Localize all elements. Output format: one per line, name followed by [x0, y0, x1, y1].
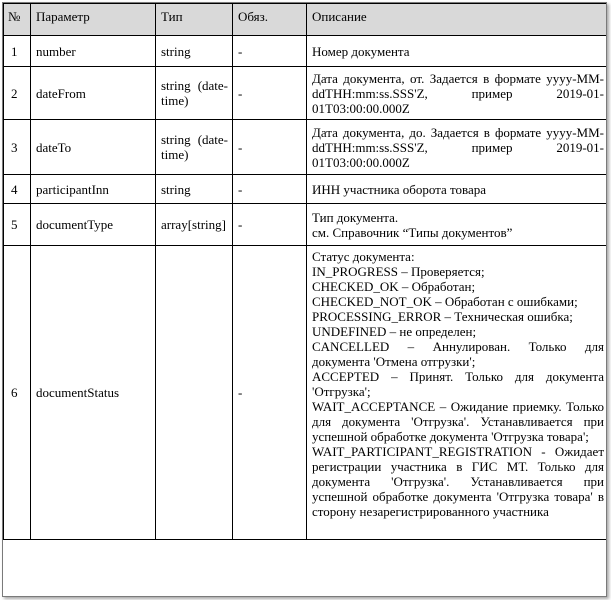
status-item: PROCESSING_ERROR – Техническая ошибка; [312, 309, 573, 324]
status-item: WAIT_ACCEPTANCE – Ожидание приемку. Только для документа 'Отгрузка'. Устанавливается при успешной обработке документа 'Отгрузка товара'; [312, 399, 604, 444]
row-param: number [31, 36, 156, 67]
row-required: - [233, 120, 307, 175]
table-header-row [4, 4, 608, 36]
row-description [307, 204, 608, 246]
row-required: - [233, 175, 307, 204]
table-row [4, 246, 608, 540]
row-type: string [156, 175, 233, 204]
status-item: WAIT_PARTICIPANT_REGISTRATION - Ожидает регистрации участника в ГИС МТ. Только для документа 'Отгрузка'. Устанавливается при успешной обработке документа 'Отгрузка товара' в сторону незарегистрированного участника [312, 444, 604, 519]
row-description: Номер документа [307, 36, 608, 67]
row-param: dateFrom [31, 67, 156, 120]
status-item: CHECKED_NOT_OK – Обработан с ошибками; [312, 294, 578, 309]
status-item: CANCELLED – Аннулирован. Только для документа 'Отмена отгрузки'; [312, 339, 604, 369]
table-row [4, 120, 608, 175]
header-type: Тип [156, 4, 233, 36]
status-item: ACCEPTED – Принят. Только для документа 'Отгрузка'; [312, 369, 604, 399]
description-line: см. Справочник “Типы документов” [312, 224, 513, 240]
status-item: IN_PROGRESS – Проверяется; [312, 264, 485, 279]
row-required: - [233, 36, 307, 67]
row-description: Дата документа, от. Задается в формате yyyy-MM-ddTHH:mm:ss.SSS'Z, пример 2019-01-01T03:00:00.000Z [307, 67, 608, 120]
row-param: documentType [31, 204, 156, 246]
description-line: Тип документа. [312, 209, 399, 225]
row-required: - [233, 67, 307, 120]
row-num: 2 [4, 67, 31, 120]
row-param: participantInn [31, 175, 156, 204]
row-type: string (date-time) [156, 120, 233, 175]
row-num: 6 [4, 246, 31, 540]
row-num: 5 [4, 204, 31, 246]
row-type: array[string] [156, 204, 233, 246]
header-num: № [4, 4, 31, 36]
row-type [156, 246, 233, 540]
status-title: Статус документа: [312, 249, 415, 264]
row-type: string [156, 36, 233, 67]
row-description [307, 246, 608, 540]
document-frame [2, 2, 607, 597]
row-required: - [233, 204, 307, 246]
status-item: UNDEFINED – не определен; [312, 324, 477, 339]
table-row [4, 204, 608, 246]
row-num: 4 [4, 175, 31, 204]
row-description: Дата документа, до. Задается в формате yyyy-MM-ddTHH:mm:ss.SSS'Z, пример 2019-01-01T03:00:00.000Z [307, 120, 608, 175]
row-param: dateTo [31, 120, 156, 175]
row-num: 1 [4, 36, 31, 67]
row-type: string (date-time) [156, 67, 233, 120]
header-param: Параметр [31, 4, 156, 36]
table-row [4, 36, 608, 67]
row-num: 3 [4, 120, 31, 175]
row-param: documentStatus [31, 246, 156, 540]
status-item: CHECKED_OK – Обработан; [312, 279, 476, 294]
table-row [4, 67, 608, 120]
row-required: - [233, 246, 307, 540]
parameters-table [3, 3, 607, 540]
header-required: Обяз. [233, 4, 307, 36]
table-row [4, 175, 608, 204]
row-description: ИНН участника оборота товара [307, 175, 608, 204]
header-description: Описание [307, 4, 608, 36]
